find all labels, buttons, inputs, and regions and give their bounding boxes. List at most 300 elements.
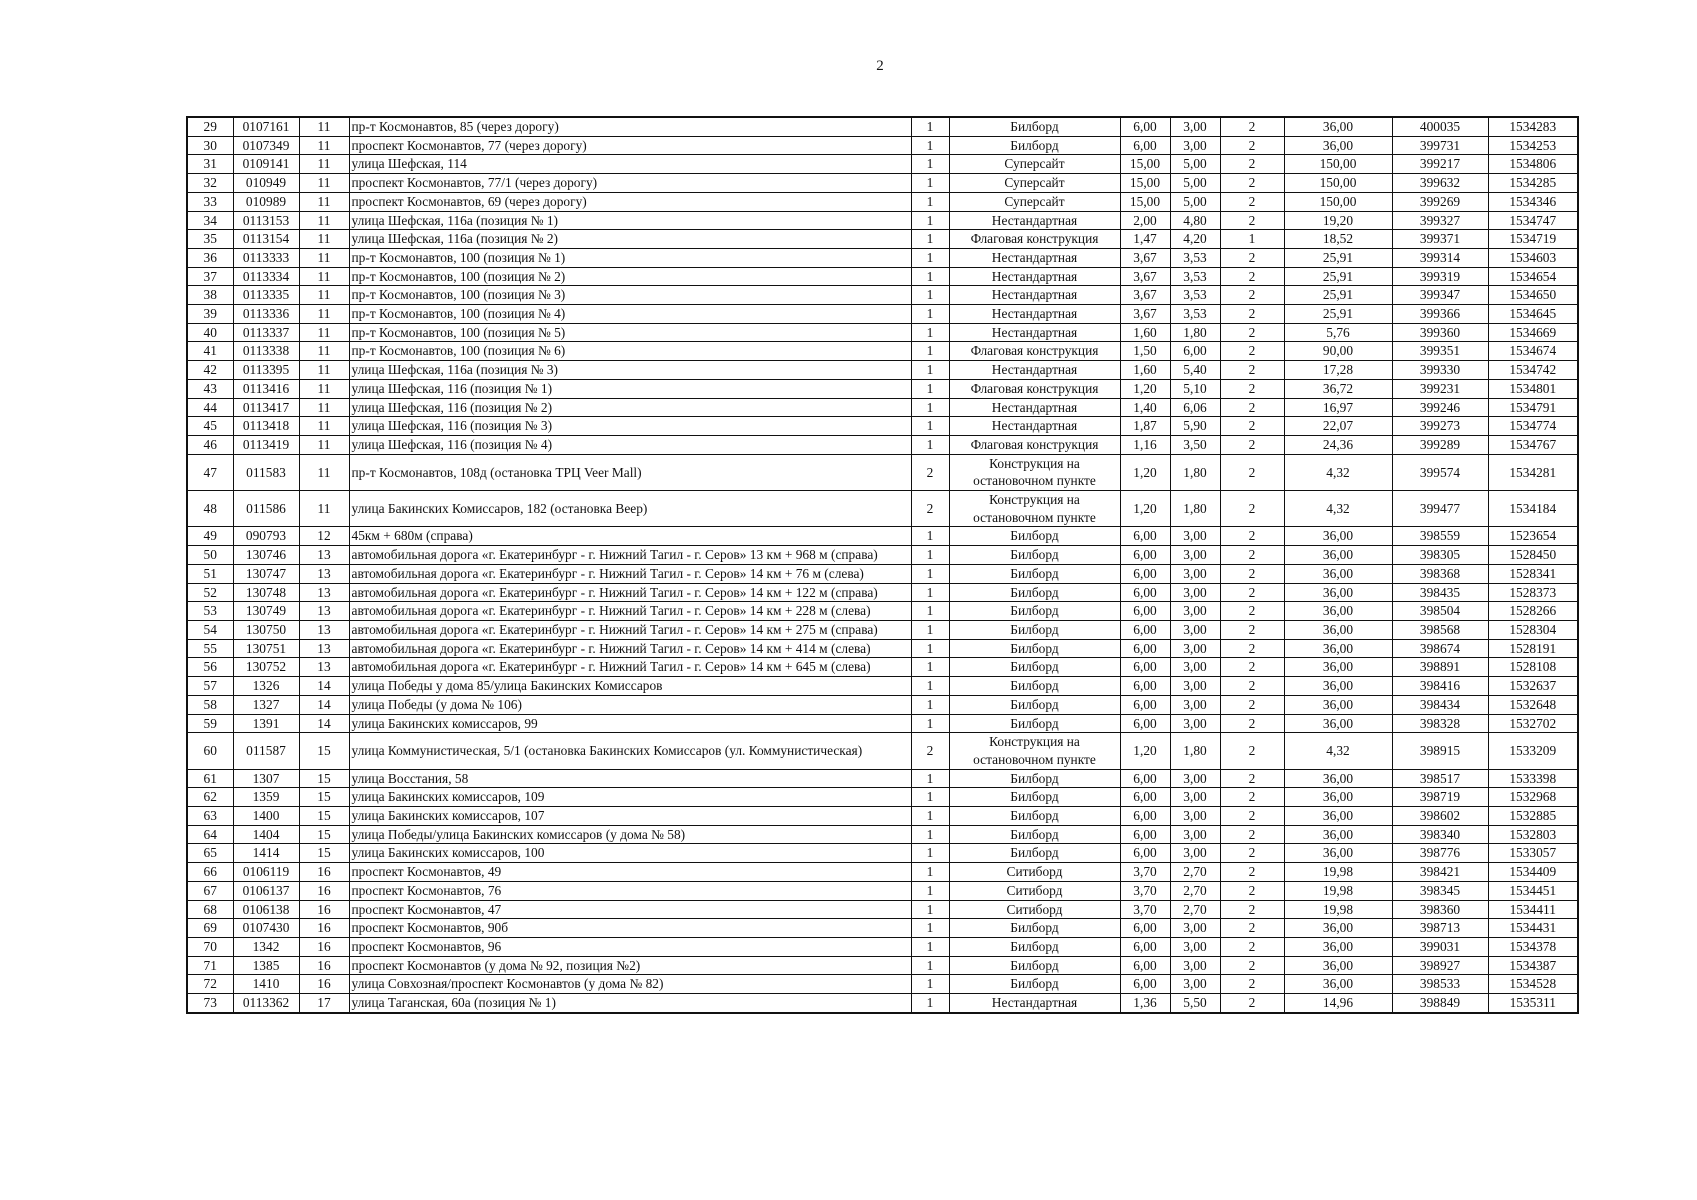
cell-address: улица Бакинских комиссаров, 99 (349, 714, 911, 733)
cell-height: 3,00 (1170, 919, 1220, 938)
cell-construction-id: 0113335 (233, 286, 299, 305)
cell-construction-type: Флаговая конструкция (949, 342, 1120, 361)
cell-sides-count: 1 (911, 564, 949, 583)
cell-row-number: 73 (187, 994, 233, 1013)
cell-coord-x: 399273 (1392, 417, 1488, 436)
cell-sides-count: 1 (911, 211, 949, 230)
cell-coord-x: 398434 (1392, 695, 1488, 714)
cell-sides-count: 1 (911, 267, 949, 286)
cell-faces: 2 (1220, 844, 1284, 863)
cell-district-code: 11 (299, 230, 349, 249)
cell-coord-y: 1534184 (1488, 491, 1578, 527)
cell-address: проспект Космонавтов, 90б (349, 919, 911, 938)
cell-district-code: 11 (299, 248, 349, 267)
cell-sides-count: 1 (911, 994, 949, 1013)
cell-row-number: 55 (187, 639, 233, 658)
cell-address: проспект Космонавтов, 49 (349, 863, 911, 882)
cell-width: 6,00 (1120, 677, 1170, 696)
cell-width: 6,00 (1120, 695, 1170, 714)
table-row (187, 230, 1578, 249)
cell-address: улица Шефская, 116 (позиция № 1) (349, 379, 911, 398)
cell-coord-x: 399731 (1392, 136, 1488, 155)
cell-area: 36,00 (1284, 658, 1392, 677)
cell-construction-type: Ситиборд (949, 863, 1120, 882)
cell-address: улица Шефская, 116а (позиция № 3) (349, 361, 911, 380)
cell-address: улица Бакинских комиссаров, 109 (349, 788, 911, 807)
cell-coord-x: 398340 (1392, 825, 1488, 844)
cell-width: 15,00 (1120, 192, 1170, 211)
cell-area: 36,00 (1284, 117, 1392, 136)
cell-address: пр-т Космонавтов, 85 (через дорогу) (349, 117, 911, 136)
cell-construction-id: 1400 (233, 807, 299, 826)
cell-faces: 2 (1220, 881, 1284, 900)
table-row (187, 417, 1578, 436)
cell-area: 14,96 (1284, 994, 1392, 1013)
cell-area: 36,00 (1284, 677, 1392, 696)
table-row (187, 286, 1578, 305)
cell-height: 4,20 (1170, 230, 1220, 249)
cell-coord-y: 1532648 (1488, 695, 1578, 714)
cell-row-number: 43 (187, 379, 233, 398)
cell-district-code: 13 (299, 564, 349, 583)
cell-row-number: 66 (187, 863, 233, 882)
cell-construction-id: 0113418 (233, 417, 299, 436)
cell-address: улица Шефская, 116а (позиция № 2) (349, 230, 911, 249)
cell-width: 6,00 (1120, 658, 1170, 677)
cell-construction-type: Нестандартная (949, 267, 1120, 286)
cell-district-code: 15 (299, 733, 349, 769)
cell-construction-id: 0113417 (233, 398, 299, 417)
cell-coord-x: 399351 (1392, 342, 1488, 361)
cell-height: 2,70 (1170, 900, 1220, 919)
cell-coord-x: 398927 (1392, 956, 1488, 975)
cell-district-code: 15 (299, 844, 349, 863)
cell-width: 6,00 (1120, 583, 1170, 602)
cell-height: 3,00 (1170, 527, 1220, 546)
table-row (187, 361, 1578, 380)
cell-construction-type: Билборд (949, 807, 1120, 826)
cell-width: 1,16 (1120, 435, 1170, 454)
cell-address: улица Шефская, 116 (позиция № 4) (349, 435, 911, 454)
cell-district-code: 13 (299, 602, 349, 621)
cell-height: 5,00 (1170, 192, 1220, 211)
cell-width: 3,67 (1120, 248, 1170, 267)
cell-faces: 2 (1220, 286, 1284, 305)
cell-sides-count: 1 (911, 881, 949, 900)
cell-district-code: 11 (299, 454, 349, 490)
cell-width: 3,67 (1120, 286, 1170, 305)
cell-address: автомобильная дорога «г. Екатеринбург - г. Нижний Тагил - г. Серов» 14 км + 275 м (справа) (349, 620, 911, 639)
cell-construction-id: 0113362 (233, 994, 299, 1013)
table-row (187, 844, 1578, 863)
cell-coord-x: 399314 (1392, 248, 1488, 267)
cell-construction-type: Конструкция на остановочном пункте (949, 733, 1120, 769)
table-row (187, 174, 1578, 193)
cell-width: 1,36 (1120, 994, 1170, 1013)
cell-coord-y: 1534285 (1488, 174, 1578, 193)
cell-construction-id: 1404 (233, 825, 299, 844)
cell-address: автомобильная дорога «г. Екатеринбург - г. Нижний Тагил - г. Серов» 14 км + 645 м (слева) (349, 658, 911, 677)
cell-construction-id: 0106119 (233, 863, 299, 882)
cell-height: 3,00 (1170, 583, 1220, 602)
cell-width: 6,00 (1120, 975, 1170, 994)
cell-faces: 2 (1220, 546, 1284, 565)
cell-construction-id: 0113416 (233, 379, 299, 398)
cell-construction-type: Билборд (949, 769, 1120, 788)
cell-construction-id: 010949 (233, 174, 299, 193)
cell-coord-y: 1532968 (1488, 788, 1578, 807)
cell-faces: 2 (1220, 937, 1284, 956)
cell-address: улица Коммунистическая, 5/1 (остановка Бакинских Комиссаров (ул. Коммунистическая) (349, 733, 911, 769)
cell-construction-type: Билборд (949, 956, 1120, 975)
cell-row-number: 47 (187, 454, 233, 490)
cell-width: 6,00 (1120, 788, 1170, 807)
cell-area: 19,98 (1284, 900, 1392, 919)
cell-row-number: 42 (187, 361, 233, 380)
cell-sides-count: 1 (911, 342, 949, 361)
cell-coord-x: 399246 (1392, 398, 1488, 417)
cell-sides-count: 1 (911, 639, 949, 658)
cell-area: 19,98 (1284, 863, 1392, 882)
cell-faces: 2 (1220, 564, 1284, 583)
cell-construction-type: Ситиборд (949, 900, 1120, 919)
cell-sides-count: 1 (911, 136, 949, 155)
cell-coord-y: 1534669 (1488, 323, 1578, 342)
cell-coord-x: 398776 (1392, 844, 1488, 863)
cell-coord-y: 1532885 (1488, 807, 1578, 826)
cell-construction-type: Билборд (949, 658, 1120, 677)
cell-construction-type: Билборд (949, 677, 1120, 696)
cell-faces: 2 (1220, 117, 1284, 136)
cell-faces: 2 (1220, 174, 1284, 193)
cell-row-number: 46 (187, 435, 233, 454)
cell-address: улица Восстания, 58 (349, 769, 911, 788)
cell-sides-count: 1 (911, 825, 949, 844)
cell-width: 3,70 (1120, 900, 1170, 919)
cell-faces: 2 (1220, 527, 1284, 546)
cell-district-code: 15 (299, 788, 349, 807)
table-row (187, 305, 1578, 324)
cell-width: 2,00 (1120, 211, 1170, 230)
cell-construction-type: Нестандартная (949, 994, 1120, 1013)
cell-faces: 2 (1220, 975, 1284, 994)
table-row (187, 379, 1578, 398)
table-row (187, 564, 1578, 583)
cell-row-number: 44 (187, 398, 233, 417)
cell-district-code: 11 (299, 323, 349, 342)
cell-width: 6,00 (1120, 714, 1170, 733)
cell-coord-x: 398891 (1392, 658, 1488, 677)
cell-district-code: 11 (299, 398, 349, 417)
cell-faces: 2 (1220, 956, 1284, 975)
registry-body (187, 117, 1578, 1013)
table-row (187, 248, 1578, 267)
cell-construction-id: 011583 (233, 454, 299, 490)
cell-faces: 2 (1220, 435, 1284, 454)
table-row (187, 677, 1578, 696)
cell-height: 3,00 (1170, 639, 1220, 658)
cell-coord-x: 398559 (1392, 527, 1488, 546)
cell-area: 36,00 (1284, 919, 1392, 938)
cell-row-number: 61 (187, 769, 233, 788)
cell-sides-count: 1 (911, 527, 949, 546)
registry-table (186, 116, 1579, 1014)
cell-height: 6,00 (1170, 342, 1220, 361)
cell-construction-id: 130749 (233, 602, 299, 621)
cell-height: 5,50 (1170, 994, 1220, 1013)
cell-construction-id: 0113395 (233, 361, 299, 380)
cell-width: 1,60 (1120, 323, 1170, 342)
cell-construction-id: 1326 (233, 677, 299, 696)
cell-coord-x: 399574 (1392, 454, 1488, 490)
cell-faces: 2 (1220, 639, 1284, 658)
table-row (187, 546, 1578, 565)
cell-address: пр-т Космонавтов, 100 (позиция № 1) (349, 248, 911, 267)
cell-sides-count: 1 (911, 435, 949, 454)
table-row (187, 825, 1578, 844)
cell-district-code: 12 (299, 527, 349, 546)
cell-width: 1,50 (1120, 342, 1170, 361)
cell-construction-type: Билборд (949, 714, 1120, 733)
table-row (187, 975, 1578, 994)
cell-construction-id: 011587 (233, 733, 299, 769)
cell-coord-x: 398368 (1392, 564, 1488, 583)
cell-faces: 2 (1220, 994, 1284, 1013)
cell-construction-type: Билборд (949, 825, 1120, 844)
cell-row-number: 65 (187, 844, 233, 863)
table-row (187, 863, 1578, 882)
table-row (187, 435, 1578, 454)
cell-district-code: 15 (299, 769, 349, 788)
cell-area: 36,00 (1284, 769, 1392, 788)
cell-width: 15,00 (1120, 155, 1170, 174)
cell-construction-id: 0113419 (233, 435, 299, 454)
cell-address: проспект Космонавтов, 77/1 (через дорогу) (349, 174, 911, 193)
cell-construction-id: 130748 (233, 583, 299, 602)
cell-height: 4,80 (1170, 211, 1220, 230)
cell-coord-x: 398849 (1392, 994, 1488, 1013)
cell-address: пр-т Космонавтов, 100 (позиция № 6) (349, 342, 911, 361)
cell-district-code: 16 (299, 956, 349, 975)
cell-coord-y: 1534645 (1488, 305, 1578, 324)
cell-construction-id: 1410 (233, 975, 299, 994)
cell-coord-x: 398713 (1392, 919, 1488, 938)
table-row (187, 733, 1578, 769)
cell-construction-type: Билборд (949, 546, 1120, 565)
table-row (187, 602, 1578, 621)
cell-coord-x: 398568 (1392, 620, 1488, 639)
cell-width: 6,00 (1120, 807, 1170, 826)
cell-coord-x: 398345 (1392, 881, 1488, 900)
cell-row-number: 53 (187, 602, 233, 621)
cell-height: 3,00 (1170, 117, 1220, 136)
cell-height: 5,40 (1170, 361, 1220, 380)
cell-coord-y: 1534806 (1488, 155, 1578, 174)
cell-sides-count: 1 (911, 956, 949, 975)
cell-district-code: 11 (299, 305, 349, 324)
cell-area: 16,97 (1284, 398, 1392, 417)
cell-coord-x: 399327 (1392, 211, 1488, 230)
cell-sides-count: 1 (911, 714, 949, 733)
cell-coord-y: 1534674 (1488, 342, 1578, 361)
cell-construction-id: 0106137 (233, 881, 299, 900)
cell-construction-type: Нестандартная (949, 286, 1120, 305)
cell-sides-count: 1 (911, 286, 949, 305)
cell-area: 36,00 (1284, 527, 1392, 546)
cell-area: 36,00 (1284, 136, 1392, 155)
cell-construction-type: Билборд (949, 695, 1120, 714)
cell-coord-y: 1532803 (1488, 825, 1578, 844)
cell-width: 3,67 (1120, 305, 1170, 324)
cell-sides-count: 1 (911, 398, 949, 417)
cell-faces: 2 (1220, 825, 1284, 844)
table-row (187, 155, 1578, 174)
cell-construction-type: Флаговая конструкция (949, 435, 1120, 454)
cell-district-code: 16 (299, 975, 349, 994)
cell-sides-count: 1 (911, 323, 949, 342)
cell-construction-id: 0106138 (233, 900, 299, 919)
cell-coord-x: 398360 (1392, 900, 1488, 919)
cell-area: 4,32 (1284, 733, 1392, 769)
cell-coord-x: 398915 (1392, 733, 1488, 769)
cell-width: 6,00 (1120, 136, 1170, 155)
cell-address: пр-т Космонавтов, 100 (позиция № 3) (349, 286, 911, 305)
cell-width: 6,00 (1120, 956, 1170, 975)
cell-faces: 2 (1220, 714, 1284, 733)
cell-district-code: 14 (299, 695, 349, 714)
cell-coord-x: 398421 (1392, 863, 1488, 882)
cell-coord-y: 1533398 (1488, 769, 1578, 788)
cell-coord-y: 1534528 (1488, 975, 1578, 994)
cell-faces: 2 (1220, 155, 1284, 174)
cell-sides-count: 1 (911, 155, 949, 174)
cell-coord-x: 399031 (1392, 937, 1488, 956)
cell-faces: 2 (1220, 788, 1284, 807)
cell-construction-id: 1327 (233, 695, 299, 714)
cell-faces: 2 (1220, 733, 1284, 769)
cell-row-number: 71 (187, 956, 233, 975)
cell-construction-type: Билборд (949, 844, 1120, 863)
cell-coord-x: 399231 (1392, 379, 1488, 398)
cell-construction-type: Суперсайт (949, 155, 1120, 174)
cell-construction-id: 130746 (233, 546, 299, 565)
cell-area: 90,00 (1284, 342, 1392, 361)
cell-area: 4,32 (1284, 454, 1392, 490)
cell-width: 6,00 (1120, 769, 1170, 788)
cell-coord-y: 1534801 (1488, 379, 1578, 398)
cell-sides-count: 2 (911, 491, 949, 527)
cell-district-code: 13 (299, 583, 349, 602)
cell-sides-count: 1 (911, 417, 949, 436)
cell-height: 3,00 (1170, 620, 1220, 639)
cell-address: пр-т Космонавтов, 108д (остановка ТРЦ Veer Mall) (349, 454, 911, 490)
cell-construction-id: 130752 (233, 658, 299, 677)
cell-sides-count: 1 (911, 174, 949, 193)
cell-row-number: 34 (187, 211, 233, 230)
cell-coord-y: 1534281 (1488, 454, 1578, 490)
cell-row-number: 38 (187, 286, 233, 305)
cell-coord-y: 1534387 (1488, 956, 1578, 975)
cell-faces: 1 (1220, 230, 1284, 249)
cell-address: улица Шефская, 116 (позиция № 3) (349, 417, 911, 436)
cell-area: 36,00 (1284, 602, 1392, 621)
cell-height: 3,00 (1170, 564, 1220, 583)
cell-coord-y: 1534409 (1488, 863, 1578, 882)
table-row (187, 342, 1578, 361)
cell-district-code: 17 (299, 994, 349, 1013)
table-row (187, 807, 1578, 826)
cell-faces: 2 (1220, 919, 1284, 938)
cell-faces: 2 (1220, 491, 1284, 527)
cell-sides-count: 1 (911, 769, 949, 788)
cell-construction-type: Нестандартная (949, 305, 1120, 324)
cell-sides-count: 1 (911, 975, 949, 994)
cell-address: улица Победы/улица Бакинских комиссаров (у дома № 58) (349, 825, 911, 844)
cell-address: автомобильная дорога «г. Екатеринбург - г. Нижний Тагил - г. Серов» 13 км + 968 м (справа) (349, 546, 911, 565)
cell-address: пр-т Космонавтов, 100 (позиция № 5) (349, 323, 911, 342)
cell-construction-type: Билборд (949, 937, 1120, 956)
cell-address: улица Победы у дома 85/улица Бакинских Комиссаров (349, 677, 911, 696)
cell-area: 5,76 (1284, 323, 1392, 342)
cell-coord-x: 398533 (1392, 975, 1488, 994)
table-row (187, 267, 1578, 286)
cell-height: 5,90 (1170, 417, 1220, 436)
cell-height: 1,80 (1170, 491, 1220, 527)
cell-address: улица Бакинских комиссаров, 100 (349, 844, 911, 863)
table-row (187, 639, 1578, 658)
cell-row-number: 68 (187, 900, 233, 919)
cell-construction-id: 1385 (233, 956, 299, 975)
cell-coord-y: 1534654 (1488, 267, 1578, 286)
cell-area: 36,00 (1284, 844, 1392, 863)
cell-construction-type: Флаговая конструкция (949, 379, 1120, 398)
cell-width: 1,60 (1120, 361, 1170, 380)
cell-row-number: 63 (187, 807, 233, 826)
cell-sides-count: 1 (911, 937, 949, 956)
cell-width: 1,20 (1120, 733, 1170, 769)
cell-width: 1,20 (1120, 379, 1170, 398)
cell-address: улица Бакинских Комиссаров, 182 (остановка Веер) (349, 491, 911, 527)
cell-construction-id: 0107161 (233, 117, 299, 136)
cell-height: 1,80 (1170, 454, 1220, 490)
cell-district-code: 16 (299, 919, 349, 938)
cell-coord-y: 1534791 (1488, 398, 1578, 417)
cell-area: 4,32 (1284, 491, 1392, 527)
cell-height: 3,00 (1170, 956, 1220, 975)
cell-coord-x: 399347 (1392, 286, 1488, 305)
table-row (187, 583, 1578, 602)
cell-height: 3,00 (1170, 602, 1220, 621)
cell-row-number: 70 (187, 937, 233, 956)
cell-height: 3,00 (1170, 714, 1220, 733)
cell-height: 3,00 (1170, 546, 1220, 565)
cell-coord-y: 1534378 (1488, 937, 1578, 956)
cell-coord-y: 1535311 (1488, 994, 1578, 1013)
cell-row-number: 67 (187, 881, 233, 900)
cell-coord-y: 1534253 (1488, 136, 1578, 155)
cell-height: 3,53 (1170, 248, 1220, 267)
cell-coord-y: 1534719 (1488, 230, 1578, 249)
cell-district-code: 15 (299, 825, 349, 844)
cell-address: проспект Космонавтов (у дома № 92, позиция №2) (349, 956, 911, 975)
cell-faces: 2 (1220, 900, 1284, 919)
cell-height: 3,00 (1170, 844, 1220, 863)
table-row (187, 881, 1578, 900)
cell-row-number: 29 (187, 117, 233, 136)
cell-row-number: 32 (187, 174, 233, 193)
cell-row-number: 30 (187, 136, 233, 155)
cell-construction-id: 1342 (233, 937, 299, 956)
